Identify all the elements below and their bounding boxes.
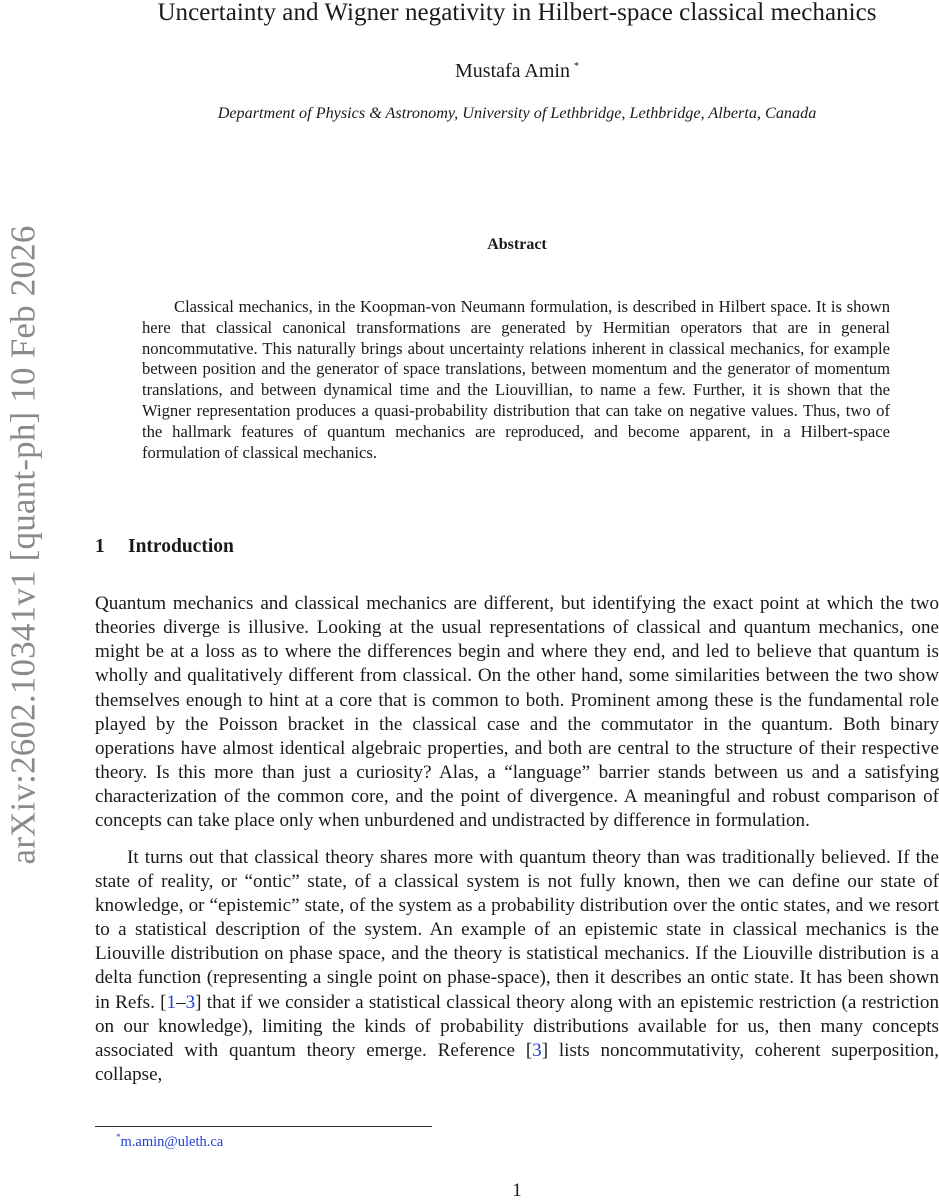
author-footnote-mark[interactable]: * [574,61,579,72]
body-text [95,592,939,1087]
footnote-mark: * [116,1132,121,1142]
footnote [116,1132,223,1151]
citation-link-3b[interactable]: 3 [532,1039,542,1061]
footnote-rule [95,1126,432,1127]
abstract-heading: Abstract [487,236,547,253]
paper-title: Uncertainty and Wigner negativity in Hilbert-space classical mechanics [157,0,877,26]
section-number: 1 [95,536,105,557]
abstract-text: Classical mechanics, in the Koopman-von Neumann formulation, is described in Hilbert space. It is shown here that classical canonical transformations are generated by Hermitian operators that are in general noncommutative. This naturally brings about uncertainty relations inherent in classical mechanics, for example between position and the generator of space translations, between momentum and the generator of momentum translations, and between dynamical time and the Liouvillian, to name a few. Further, it is shown that the Wigner representation produces a quasi-probability distribution that can take on negative values. Thus, two of the hallmark features of quantum mechanics are reproduced, and become apparent, in a Hilbert-space formulation of classical mechanics. [142,297,890,462]
paragraph-2-text-a: It turns out that classical theory shares more with quantum theory than was traditionally believed. If the state of reality, or “ontic” state, of a classical system is not fully known, then we can define our state of knowledge, or “epistemic” state, of the system as a probability distribution over the ontic states, and we resort to a statistical description of the system. An example of an epistemic state in classical mechanics is the Liouville distribution on phase space, and the theory is statistical mechanics. If the Liouville distribution is a delta function (representing a single point on phase-space), then it describes an ontic state. It has been shown in Refs. [95,846,939,1013]
citation-link-1[interactable]: 1 [166,991,177,1013]
paragraph-2: It turns out that classical theory shares more with quantum theory than was traditionally believed. If the state of reality, or “ontic” state, of a classical system is not fully known, then we can define our state of knowledge, or “epistemic” state, of the system as a probability distribution over the ontic states, and we resort to a statistical description of the system. An example of an epistemic state in classical mechanics is the Liouville distribution on phase space, and the theory is statistical mechanics. If the Liouville distribution is a delta function (representing a single point on phase-space), then it describes an ontic state. It has been shown in Refs. [1–3] that if we consider a statistical classical theory along with an epistemic restriction (a restriction on our knowledge), limiting the kinds of probability distributions available for us, then many concepts associated with quantum theory emerge. Reference [3] lists noncommutativity, coherent superposition, collapse, [95,846,939,1085]
affiliation: Department of Physics & Astronomy, University of Lethbridge, Lethbridge, Alberta, Canada [217,104,817,122]
section-title: Introduction [128,536,234,557]
page-number: 1 [512,1180,522,1201]
arxiv-stamp-text: arXiv:2602.10341v1 [quant-ph] 10 Feb 2026 [4,225,43,865]
paragraph-2-text-c: lists noncommutativity, coherent superposition, collapse, [95,1039,939,1085]
citation-link-3[interactable]: 3 [185,991,196,1013]
author [95,60,939,83]
abstract [142,297,890,463]
paragraph-1: Quantum mechanics and classical mechanics are different, but identifying the exact point at which the two theories diverge is illusive. Looking at the usual representations of classical and quantum mechanics, one might be at a loss as to where the differences begin and where they end, and led to believe that quantum is wholly and qualitatively different from classical. On the other hand, some similarities between the two show themselves enough to hint at a core that is common to both. Prominent among these is the fundamental role played by the Poisson bracket in the classical case and the commutator in the quantum. Both binary operations have almost identical algebraic properties, and both are central to the structure of their respective theory. Is this more than just a curiosity? Alas, a “language” barrier stands between us and a satisfying characterization of the common core, and the point of divergence. A meaningful and robust comparison of concepts can take place only when unburdened and undistracted by difference in formulation. [95,593,939,832]
arxiv-stamp [4,195,44,895]
section-heading [95,536,234,558]
email-link[interactable]: m.amin@uleth.ca [120,1134,224,1150]
paragraph-2-text-b: that if we consider a statistical classical theory along with an epistemic restriction (a restriction on our knowledge), limiting the kinds of probability distributions available for us, then many concepts associated with quantum theory emerge. Reference [95,991,939,1061]
citation-range-dash: – [176,991,186,1013]
author-name: Mustafa Amin [455,60,570,82]
